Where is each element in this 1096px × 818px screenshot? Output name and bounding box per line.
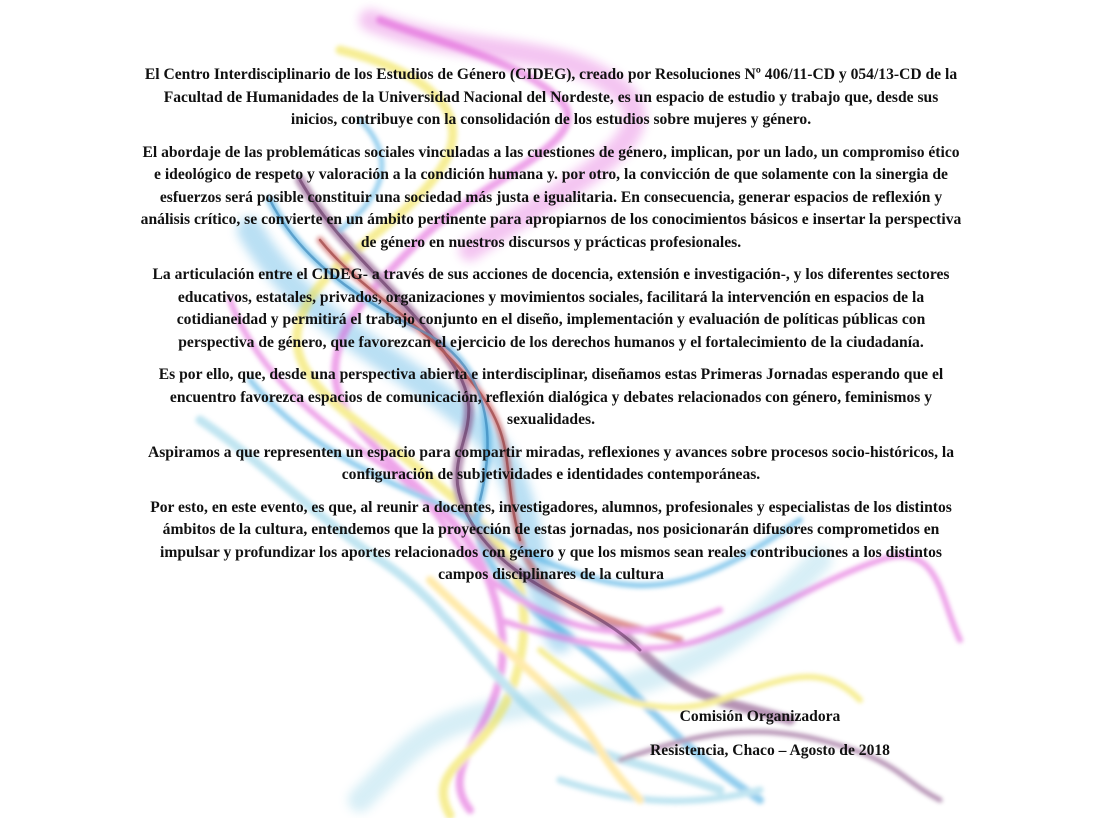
paragraph-closing: Por esto, en este evento, es que, al reunir a docentes, investigadores, alumnos, profesionales y especialistas de los distintos ámbitos de la cultura, entendemos que la proyección de estas jornadas, nos posicionarán difusores comprometidos en impulsar y profundizar los aportes relacionados con género y que los mismos sean reales contribuciones a los distintos campos disciplinares de la cultura xyxy=(150,498,952,583)
paragraph-approach: El abordaje de las problemáticas sociales vinculadas a las cuestiones de género, implican, por un lado, un compromiso ético e ideológico de respeto y valoración a la condición humana y. por otro, la convicción de que solamente con la sinergia de esfuerzos será posible constituir una sociedad más justa e igualitaria. En consecuencia, generar espacios de reflexión y análisis crítico, se convierte en un ámbito pertinente para apropiarnos de los conocimientos básicos e insertar la perspectiva de género en nuestros discursos y prácticas profesionales. xyxy=(140,143,962,251)
paragraph-intro: El Centro Interdisciplinario de los Estudios de Género (CIDEG), creado por Resoluciones Nº 406/11-CD y 054/13-CD de la Facultad de Humanidades de la Universidad Nacional del Nordeste, es un espacio de estudio y trabajo que, desde sus inicios, contribuye con la consolidación de los estudios sobre mujeres y género. xyxy=(144,66,958,128)
signature-committee: Comisión Organizadora xyxy=(679,708,841,725)
paragraph-aspirations: Aspiramos a que representen un espacio para compartir miradas, reflexiones y avances sobre procesos socio-históricos, la configuración de subjetividades e identidades contemporáneas. xyxy=(147,443,955,483)
paragraph-jornadas: Es por ello, que, desde una perspectiva abierta e interdisciplinar, diseñamos estas Primeras Jornadas esperando que el encuentro favorezca espacios de comunicación, reflexión dialógica y debates relacionados con género, feminismos y sexualidades. xyxy=(158,366,944,428)
signature-place-date: Resistencia, Chaco – Agosto de 2018 xyxy=(650,742,890,759)
paragraph-articulation: La articulación entre el CIDEG- a través de sus acciones de docencia, extensión e investigación-, y los diferentes sectores educativos, estatales, privados, organizaciones y movimientos sociales, facilitará la intervención en espacios de la cotidianeidad y permitirá el trabajo conjunto en el diseño, implementación y evaluación de políticas públicas con perspectiva de género, que favorezcan el ejercicio de los derechos humanos y el fortalecimiento de la ciudadanía. xyxy=(152,266,950,351)
document-body xyxy=(140,64,962,597)
